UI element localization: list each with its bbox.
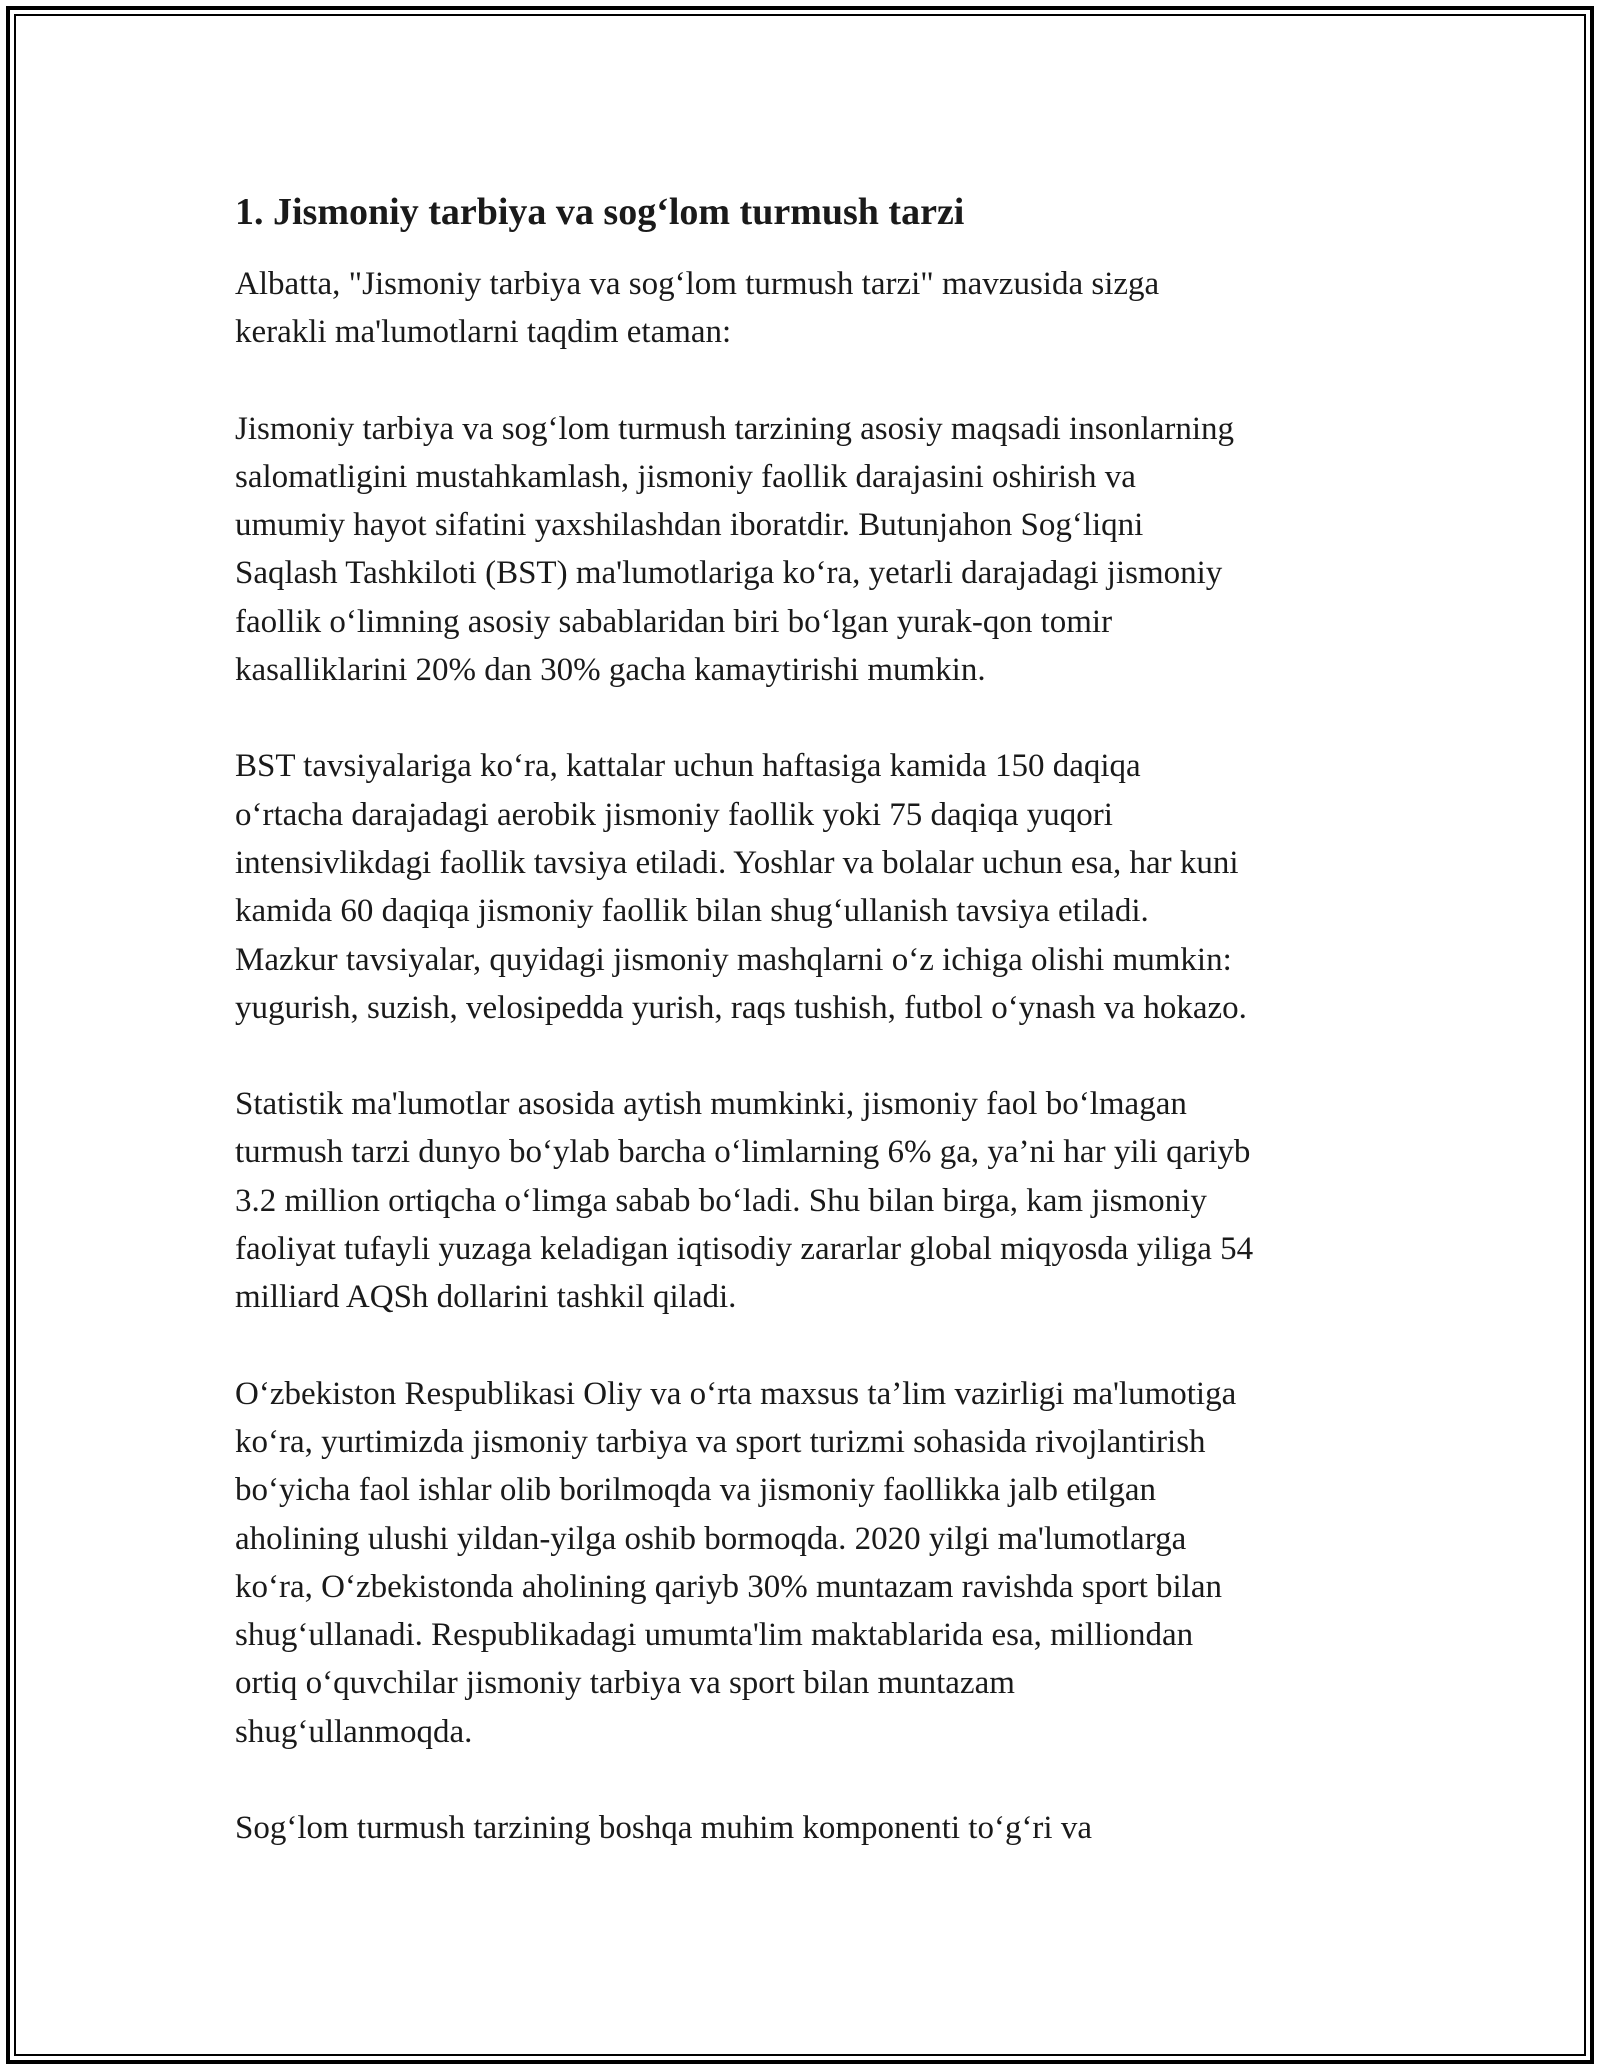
text-line: yugurish, suzish, velosipedda yurish, raqs tushish, futbol o‘ynash va hokazo. <box>235 989 1247 1026</box>
text-line: Sog‘lom turmush tarzining boshqa muhim komponenti to‘g‘ri va <box>235 1810 1092 1847</box>
text-line: umumiy hayot sifatini yaxshilashdan iboratdir. Butunjahon Sog‘liqni <box>235 507 1144 544</box>
text-line: faoliyat tufayli yuzaga keladigan iqtisodiy zararlar global miqyosda yiliga 54 <box>235 1231 1254 1268</box>
paragraph-continued <box>235 1804 1385 1852</box>
paragraph-intro <box>235 260 1385 357</box>
text-line: kerakli ma'lumotlarni taqdim etaman: <box>235 314 732 351</box>
document-body <box>235 186 1385 1900</box>
paragraph-recommendations <box>235 742 1385 1032</box>
paragraph-purpose <box>235 405 1385 695</box>
text-line: kamida 60 daqiqa jismoniy faollik bilan shug‘ullanish tavsiya etiladi. <box>235 893 1149 930</box>
text-line: kasalliklarini 20% dan 30% gacha kamaytirishi mumkin. <box>235 652 986 689</box>
text-line: BST tavsiyalariga ko‘ra, kattalar uchun haftasiga kamida 150 daqiqa <box>235 748 1141 785</box>
text-line: ortiq o‘quvchilar jismoniy tarbiya va sport bilan muntazam <box>235 1665 1015 1702</box>
text-line: bo‘yicha faol ishlar olib borilmoqda va jismoniy faollikka jalb etilgan <box>235 1472 1157 1509</box>
text-line: milliard AQSh dollarini tashkil qiladi. <box>235 1279 737 1316</box>
text-line: aholining ulushi yildan-yilga oshib bormoqda. 2020 yilgi ma'lumotlarga <box>235 1520 1187 1557</box>
text-line: Statistik ma'lumotlar asosida aytish mumkinki, jismoniy faol bo‘lmagan <box>235 1086 1187 1123</box>
text-line: shug‘ullanadi. Respublikadagi umumta'lim maktablarida esa, milliondan <box>235 1617 1194 1654</box>
text-line: o‘rtacha darajadagi aerobik jismoniy faollik yoki 75 daqiqa yuqori <box>235 796 1113 833</box>
text-line: Jismoniy tarbiya va sog‘lom turmush tarzining asosiy maqsadi insonlarning <box>235 410 1235 447</box>
text-line: salomatligini mustahkamlash, jismoniy faollik darajasini oshirish va <box>235 458 1136 495</box>
text-line: Mazkur tavsiyalar, quyidagi jismoniy mashqlarni o‘z ichiga olishi mumkin: <box>235 941 1232 978</box>
text-line: turmush tarzi dunyo bo‘ylab barcha o‘limlarning 6% ga, ya’ni har yili qariyb <box>235 1134 1251 1171</box>
text-line: O‘zbekiston Respublikasi Oliy va o‘rta maxsus ta’lim vazirligi ma'lumotiga <box>235 1375 1237 1412</box>
paragraph-statistics <box>235 1080 1385 1321</box>
text-line: Saqlash Tashkiloti (BST) ma'lumotlariga ko‘ra, yetarli darajadagi jismoniy <box>235 555 1223 592</box>
text-line: ko‘ra, yurtimizda jismoniy tarbiya va sport turizmi sohasida rivojlantirish <box>235 1423 1206 1460</box>
text-line: faollik o‘limning asosiy sabablaridan biri bo‘lgan yurak-qon tomir <box>235 603 1113 640</box>
text-line: intensivlikdagi faollik tavsiya etiladi. Yoshlar va bolalar uchun esa, har kuni <box>235 844 1239 881</box>
text-line: 3.2 million ortiqcha o‘limga sabab bo‘ladi. Shu bilan birga, kam jismoniy <box>235 1182 1207 1219</box>
text-line: ko‘ra, O‘zbekistonda aholining qariyb 30% muntazam ravishda sport bilan <box>235 1568 1222 1605</box>
section-heading: 1. Jismoniy tarbiya va sog‘lom turmush tarzi <box>235 191 965 233</box>
text-line: shug‘ullanmoqda. <box>235 1713 473 1750</box>
paragraph-uzbekistan <box>235 1370 1385 1756</box>
text-line: Albatta, "Jismoniy tarbiya va sog‘lom turmush tarzi" mavzusida sizga <box>235 266 1160 302</box>
